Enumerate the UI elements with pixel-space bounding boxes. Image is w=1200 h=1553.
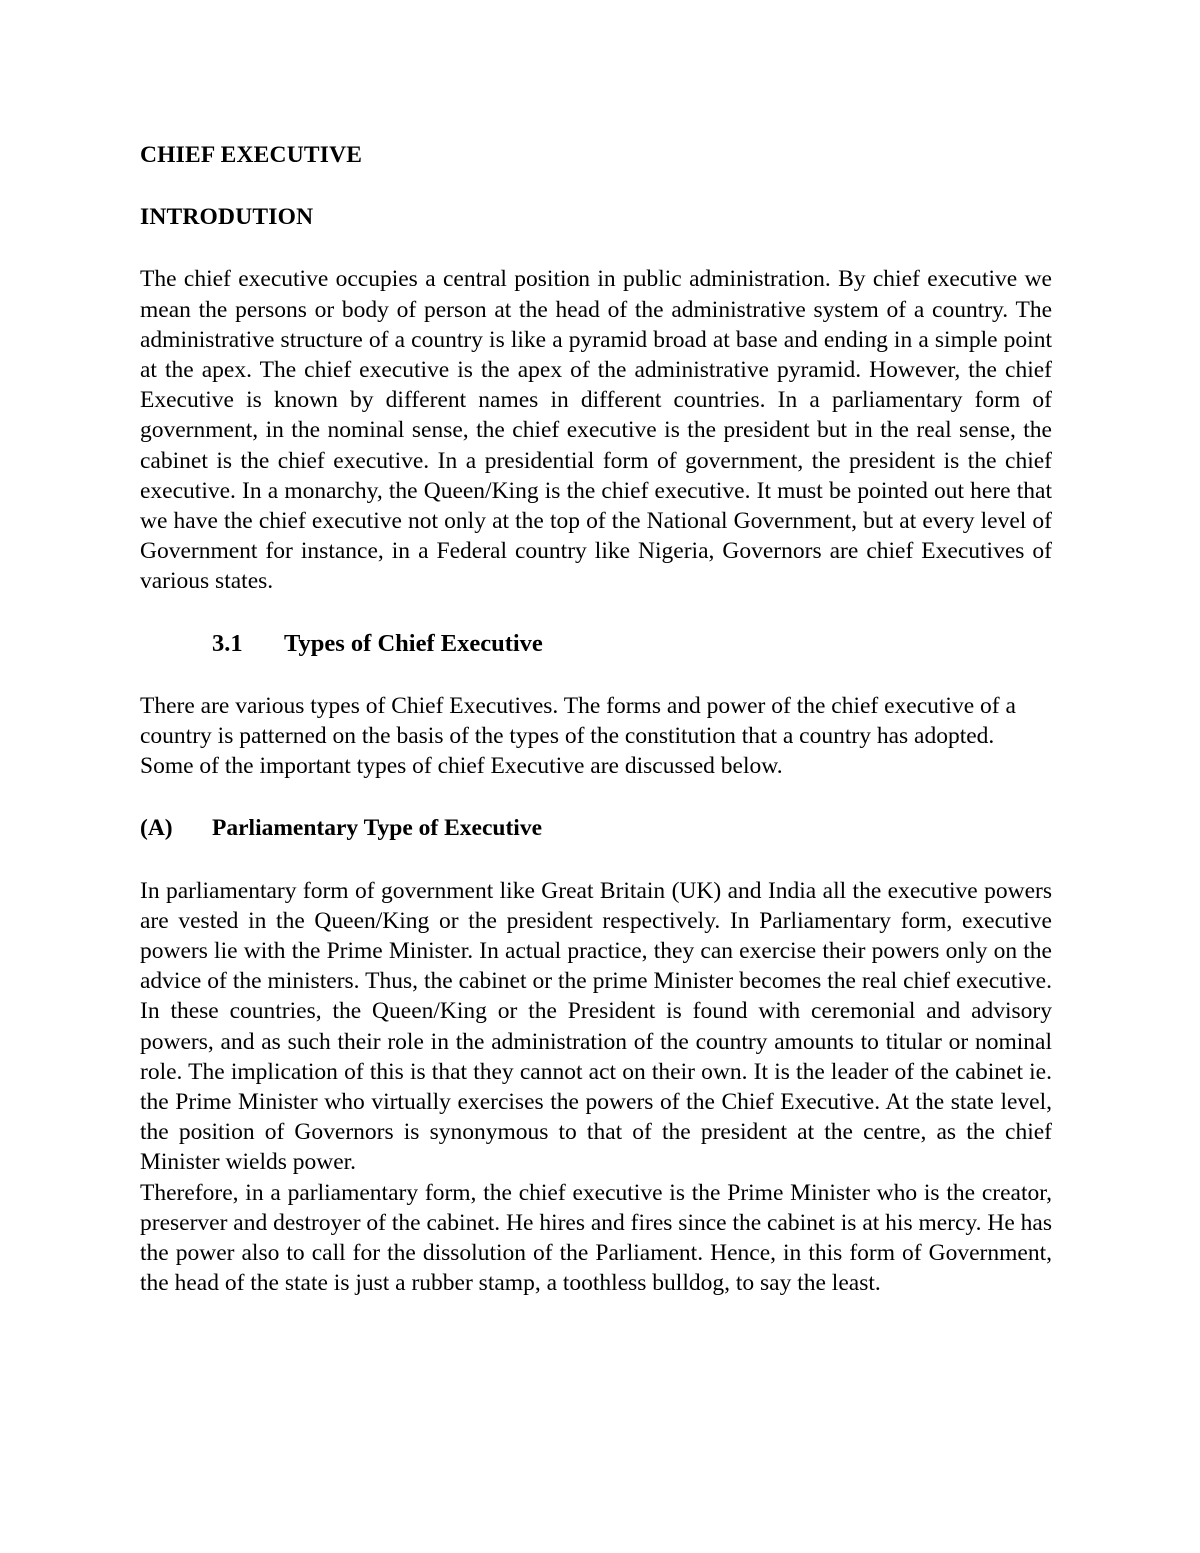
subsection-paragraph-1: In parliamentary form of government like Great Britain (UK) and India all the executive powers are vested in the Queen/King or the president respectively. In Parliamentary form, executive powers lie with the Prime Minister. In actual practice, they can exercise their powers only on the advice of the ministers. Thus, the cabinet or the prime Minister becomes the real chief executive. In these countries, the Queen/King or the President is found with ceremonial and advisory powers, and as such their role in the administration of the country amounts to titular or nominal role. The implication of this is that they cannot act on their own. It is the leader of the cabinet ie. the Prime Minister who virtually exercises the powers of the Chief Executive. At the state level, the position of Governors is synonymous to that of the president at the centre, as the chief Minister wields power.: [140, 877, 1052, 1176]
intro-paragraph: The chief executive occupies a central position in public administration. By chief executive we mean the persons or body of person at the head of the administrative system of a country. The administrative structure of a country is like a pyramid broad at base and ending in a simple point at the apex. The chief executive is the apex of the administrative pyramid. However, the chief Executive is known by different names in different countries. In a parliamentary form of government, in the nominal sense, the chief executive is the president but in the real sense, the cabinet is the chief executive. In a presidential form of government, the president is the chief executive. In a monarchy, the Queen/King is the chief executive. It must be pointed out here that we have the chief executive not only at the top of the National Government, but at every level of Government for instance, in a Federal country like Nigeria, Governors are chief Executives of various states.: [140, 266, 1052, 595]
section-heading: [140, 629, 1052, 659]
document-page: [140, 140, 1052, 1299]
subsection-paragraph-2: Therefore, in a parliamentary form, the chief executive is the Prime Minister who is the creator, preserver and destroyer of the cabinet. He hires and fires since the cabinet is at his mercy. He has the power also to call for the dissolution of the Parliament. Hence, in this form of Government, the head of the state is just a rubber stamp, a toothless bulldog, to say the least.: [140, 1179, 1053, 1297]
section-paragraph: There are various types of Chief Executives. The forms and power of the chief executive of a country is patterned on the basis of the types of the constitution that a country has adopted. Some of the important types of chief Executive are discussed below.: [140, 692, 1016, 780]
section-title: Types of Chief Executive: [284, 629, 543, 657]
subsection-label: (A): [140, 815, 173, 842]
subsection-heading: [140, 813, 1052, 843]
section-number: 3.1: [212, 629, 243, 657]
document-title: CHIEF EXECUTIVE: [140, 142, 363, 168]
subsection-title: Parliamentary Type of Executive: [212, 815, 543, 842]
intro-heading: INTRODUTION: [140, 204, 314, 231]
